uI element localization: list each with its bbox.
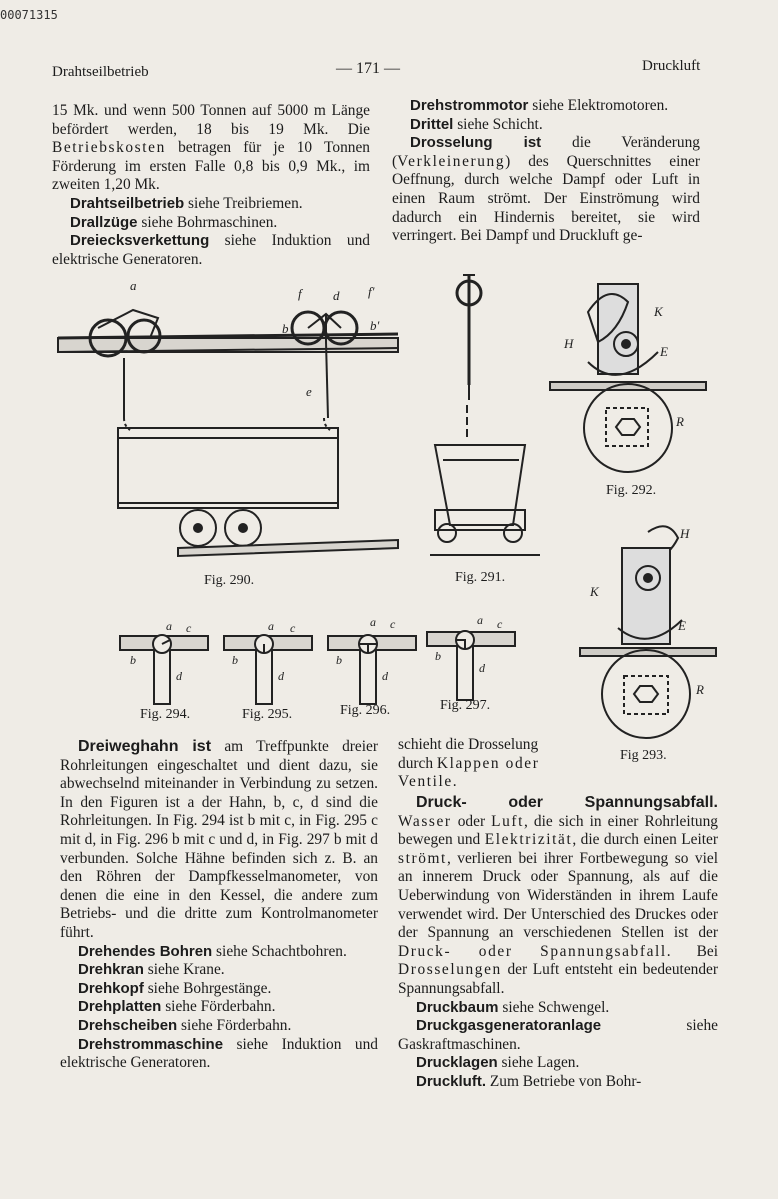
label-H-292: H [564,336,574,351]
caption-fig-295: Fig. 295. [242,707,293,722]
entry-druckluft: Druckluft. Zum Betriebe von Bohr- [416,1072,642,1090]
svg-text:c: c [497,617,503,631]
label-K-292: K [654,304,663,319]
label-K-293: K [590,584,599,599]
paragraph-costs: 15 Mk. und wenn 500 Tonnen auf 5000 m Länge befördert werden, 18 bis 19 Mk. Die Betriebskosten betragen für je 10 Tonnen Förderung im ersten Falle 0,8 bis 0,9 Mk., im zweiten 1,20 Mk. [52,102,370,194]
figure-292-valve [548,282,708,482]
figure-294-cock [118,616,210,708]
svg-text:a: a [477,613,483,627]
label-b: b [282,321,289,336]
figure-295-cock [222,616,314,708]
header-left: Drahtseilbetrieb [52,64,149,80]
svg-text:d: d [479,661,485,675]
entry-drehkopf: Drehkopf siehe Bohrgestänge. [78,979,272,997]
svg-text:b: b [336,653,342,667]
caption-fig-292: Fig. 292. [606,483,657,498]
bottom-right-column [398,794,718,1092]
caption-fig-294: Fig. 294. [140,707,191,722]
entry-drehendes-bohren: Drehendes Bohren siehe Schachtbohren. [78,942,347,960]
entry-drosselung: Drosselung ist die Veränderung (Verkleinerung) des Querschnittes einer Oeffnung, durch welche Dampf oder Luft in einen Raum strömt. Der Einströmung wird dadurch ein Hindernis bereitet, sie wird verringert. Bei Dampf und Druckluft ge- [392,134,700,245]
header-right: Druckluft [642,58,701,74]
top-right-column [392,97,700,246]
entry-dreiweghahn: Dreiweghahn ist am Treffpunkte dreier Rohrleitungen eingeschaltet und dient dazu, sie abwechselnd miteinander in Verbindung zu setzen. In den Figuren ist a der Hahn, b, c, d sind die Rohrleitungen. In Fig. 294 ist b mit c, in Fig. 295 c mit d, in Fig. 296 b mit c und d, in Fig. 297 b mit d verbunden. Solche Hähne befinden sich z. B. an den Röhren der Dampfkesselmanometer, von denen die eine in den Kessel, die andere zum Betriebs- und die dritte zum Kontrolmanometer führt. [60,738,378,941]
label-b-prime: b′ [370,318,380,333]
entry-drehscheiben: Drehscheiben siehe Förderbahn. [78,1016,292,1034]
figure-297-cock [425,612,517,704]
label-f-prime: f′ [368,284,375,299]
svg-text:a: a [370,615,376,629]
label-R-293: R [696,682,704,697]
svg-text:d: d [278,669,284,683]
bottom-left-column [60,738,378,1073]
entry-drehstrommotor: Drehstrommotor siehe Elektromotoren. [410,97,669,114]
svg-text:c: c [390,617,396,631]
label-a: a [130,278,137,293]
label-E-292: E [660,344,668,359]
label-E-293: E [678,618,686,633]
svg-text:b: b [130,653,136,667]
entry-drehplatten: Drehplatten siehe Förderbahn. [78,998,276,1016]
svg-text:a: a [166,619,172,633]
entry-drahtseilbetrieb: Drahtseilbetrieb siehe Treibriemen. [70,194,303,212]
label-e: e [306,384,312,399]
label-d: d [333,288,340,303]
caption-fig-293: Fig 293. [620,748,667,763]
entry-drallzuege: Drallzüge siehe Bohrmaschinen. [70,213,278,231]
entry-drittel: Drittel siehe Schicht. [410,115,543,133]
caption-fig-291: Fig. 291. [455,570,506,585]
svg-text:b: b [435,649,441,663]
bottom-right-continuation [398,736,564,792]
entry-drucklagen: Drucklagen siehe Lagen. [416,1054,580,1072]
caption-fig-290: Fig. 290. [204,573,255,588]
figure-290-trolley [58,278,398,573]
entry-drehkran: Drehkran siehe Krane. [78,961,225,979]
svg-text:d: d [382,669,388,683]
entry-drehstrommaschine: Drehstrommaschine siehe Induktion und elektrische Generatoren. [60,1035,378,1072]
label-f: f [298,286,302,301]
entry-dreiecksverkettung: Dreiecksverkettung siehe Induktion und elektrische Generatoren. [52,232,370,268]
svg-text:c: c [290,621,296,635]
figure-296-cock [326,616,418,708]
svg-text:b: b [232,653,238,667]
figure-291-bucket [425,265,545,565]
label-H-293: H [680,526,690,541]
svg-text:d: d [176,669,182,683]
caption-fig-296: Fig. 296. [340,703,391,718]
label-R-292: R [676,414,684,429]
page-id-stamp: 00071315 [0,8,58,22]
svg-text:c: c [186,621,192,635]
entry-druckbaum: Druckbaum siehe Schwengel. [416,998,610,1016]
figure-293-valve [578,518,718,743]
caption-fig-297: Fig. 297. [440,698,491,713]
page-number: — 171 — [336,60,400,77]
svg-text:a: a [268,619,274,633]
entry-spannungsabfall: Druck- oder Spannungsabfall. Wasser oder Luft, die sich in einer Rohrleitung bewegen und Elektrizität, die durch einen Leiter strömt, verlieren bei ihrer Fortbewegung so viel an innerem Druck oder Spannung, als auf die Ueberwindung von Widerständen in ihrem Laufe verwendet wird. Der Unterschied des Druckes oder der Spannung an verschiedenen Stellen ist der Druck- oder Spannungsabfall. Bei Drosselungen der Luft entsteht ein bedeutender Spannungsabfall. [398,794,719,997]
entry-druckgasgeneratoranlage: Druckgasgeneratoranlage siehe Gaskraftmaschinen. [398,1017,718,1053]
drosselung-continuation: schieht die Drosselung durch Klappen oder Ventile. [398,736,540,791]
top-left-column [52,102,370,269]
